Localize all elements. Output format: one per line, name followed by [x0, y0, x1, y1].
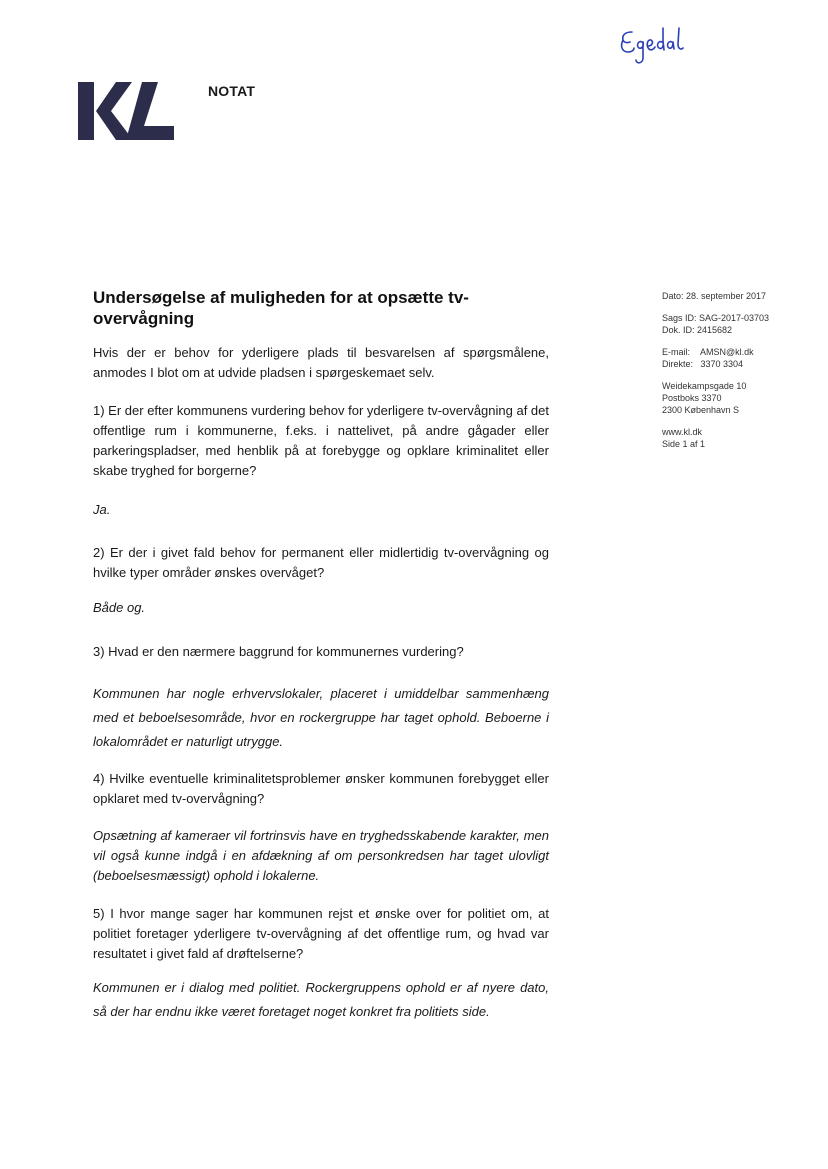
phone-row — [662, 358, 822, 370]
address-line-1: Weidekampsgade 10 — [662, 381, 747, 391]
case-id: Sags ID: SAG-2017-03703 — [662, 313, 770, 323]
address-line-2: Postboks 3370 — [662, 393, 722, 403]
answer-5: Kommunen er i dialog med politiet. Rockergruppens ophold er af nyere dato, så der har endnu ikke været foretaget noget konkret fra politiets side. — [93, 980, 549, 1019]
question-4: 4) Hvilke eventuelle kriminalitetsproblemer ønsker kommunen forebygget eller opklaret med tv-overvågning? — [93, 771, 549, 806]
handwritten-note — [612, 24, 702, 80]
phone-value: 3370 3304 — [700, 359, 744, 369]
doc-id: Dok. ID: 2415682 — [662, 325, 733, 335]
answer-1: Ja. — [93, 502, 111, 517]
doc-type-label: NOTAT — [208, 83, 256, 99]
answer-3: Kommunen har nogle erhvervslokaler, placeret i umiddelbar sammenhæng med et beboelsesområde, hvor en rockergruppe har taget ophold. Beboerne i lokalområdet er naturligt utrygge. — [93, 686, 549, 749]
intro-paragraph: Hvis der er behov for yderligere plads til besvarelsen af spørgsmålene, anmodes I blot om at udvide pladsen i spørgeskemaet selv. — [93, 345, 549, 380]
page-number: Side 1 af 1 — [662, 439, 706, 449]
date: Dato: 28. september 2017 — [662, 291, 767, 301]
email-value[interactable]: AMSN@kl.dk — [700, 347, 754, 357]
question-5: 5) I hvor mange sager har kommunen rejst et ønske over for politiet om, at politiet foretager yderligere tv-overvågning af det offentlige rum, og hvad var resultatet i givet fald af drøftelserne? — [93, 906, 549, 961]
question-1: 1) Er der efter kommunens vurdering behov for yderligere tv-overvågning af det offentlige rum i kommunerne, f.eks. i nattelivet, på andre gågader eller parkeringspladser, med henblik på at forebygge og opklare kriminalitet eller skabe tryghed for borgerne? — [93, 403, 549, 478]
website-link[interactable]: www.kl.dk — [662, 427, 703, 437]
document-title: Undersøgelse af muligheden for at opsætte tv-overvågning — [93, 288, 469, 328]
answer-4: Opsætning af kameraer vil fortrinsvis have en tryghedsskabende karakter, men vil også kunne indgå i en afdækning af om personkredsen har taget ulovligt (beboelsesmæssigt) ophold i lokalerne. — [93, 828, 549, 883]
answer-2: Både og. — [93, 600, 146, 615]
email-label: E-mail: — [662, 347, 691, 357]
address-line-3: 2300 København S — [662, 405, 740, 415]
kl-logo — [78, 80, 178, 142]
question-2: 2) Er der i givet fald behov for permanent eller midlertidig tv-overvågning og hvilke typer områder ønskes overvåget? — [93, 545, 549, 580]
phone-label: Direkte: — [662, 359, 694, 369]
metadata-sidebar — [662, 290, 822, 450]
email-row — [662, 346, 822, 358]
question-3: 3) Hvad er den nærmere baggrund for kommunernes vurdering? — [93, 644, 464, 659]
